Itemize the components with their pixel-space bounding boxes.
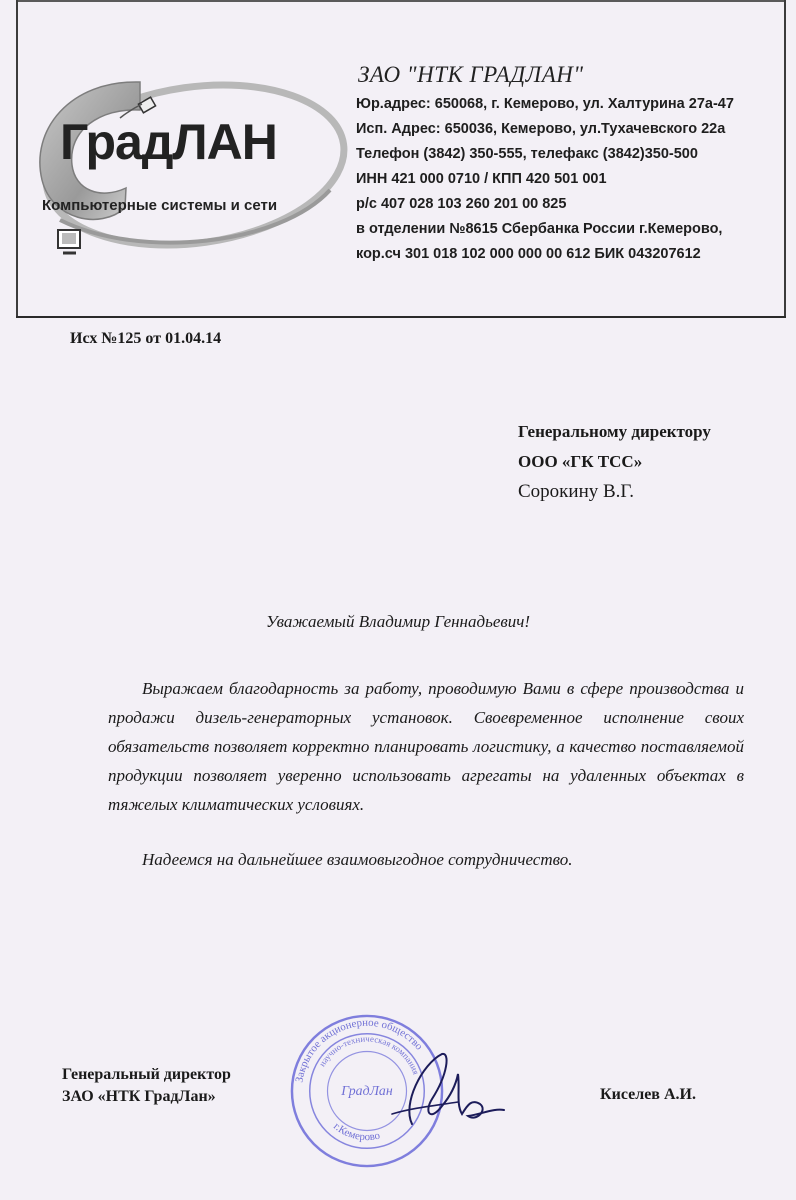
handwritten-signature-icon — [372, 1044, 512, 1134]
addressee-name: Сорокину В.Г. — [518, 481, 635, 502]
requisite-line: Телефон (3842) 350-555, телефакс (3842)350-500 — [356, 146, 698, 162]
stamp-inner-text: научно-техническая компания — [316, 1033, 422, 1076]
closing-line: Надеемся на дальнейшее взаимовыгодное сотрудничество. — [142, 850, 573, 869]
signature-title-line: ЗАО «НТК ГрадЛан» — [62, 1088, 216, 1105]
requisite-line: Исп. Адрес: 650036, Кемерово, ул.Тухачевского 22а — [356, 121, 726, 137]
addressee-company: ООО «ГК ТСС» — [518, 452, 643, 471]
requisite-line: кор.сч 301 018 102 000 000 00 612 БИК 043207612 — [356, 246, 701, 262]
requisite-line: р/с 407 028 103 260 201 00 825 — [356, 196, 567, 212]
letterhead-right-border — [784, 0, 786, 318]
company-logo — [30, 70, 350, 270]
letter-body: Выражаем благодарность за работу, проводимую Вами в сфере производства и продажи дизель-генераторных установок. Своевременное исполнение своих обязательств позволяет корректно планировать логистику, а качество поставляемой продукции позволяет уверенно использовать агрегаты на удаленных объектах в тяжелых климатических условиях. — [108, 679, 744, 814]
outgoing-number: Исх №125 от 01.04.14 — [70, 330, 222, 347]
salutation: Уважаемый Владимир Геннадьевич! — [265, 612, 531, 631]
signer-name: Киселев А.И. — [600, 1086, 696, 1103]
logo-swoosh-icon — [30, 70, 350, 270]
signature-title — [62, 1064, 231, 1108]
signature-title-line: Генеральный директор — [62, 1066, 231, 1083]
stamp-outer-text: Закрытое акционерное общество — [293, 1016, 425, 1084]
letterhead-top-border — [16, 0, 786, 2]
requisite-line: ИНН 421 000 0710 / КПП 420 501 001 — [356, 171, 607, 187]
stamp-city-text: г.Кемерово — [331, 1120, 382, 1144]
company-name: ЗАО "НТК ГРАДЛАН" — [358, 62, 584, 87]
letterhead-left-border — [16, 0, 18, 318]
logo-wordmark: ГрадЛАН — [60, 114, 277, 170]
letterhead-divider — [16, 316, 786, 318]
logo-tagline: Компьютерные системы и сети — [42, 197, 278, 214]
stamp-center-text: ГрадЛан — [341, 1082, 393, 1098]
requisite-line: Юр.адрес: 650068, г. Кемерово, ул. Халтурина 27а-47 — [356, 96, 734, 112]
addressee-position: Генеральному директору — [518, 422, 711, 441]
requisite-line: в отделении №8615 Сбербанка России г.Кемерово, — [356, 221, 723, 237]
